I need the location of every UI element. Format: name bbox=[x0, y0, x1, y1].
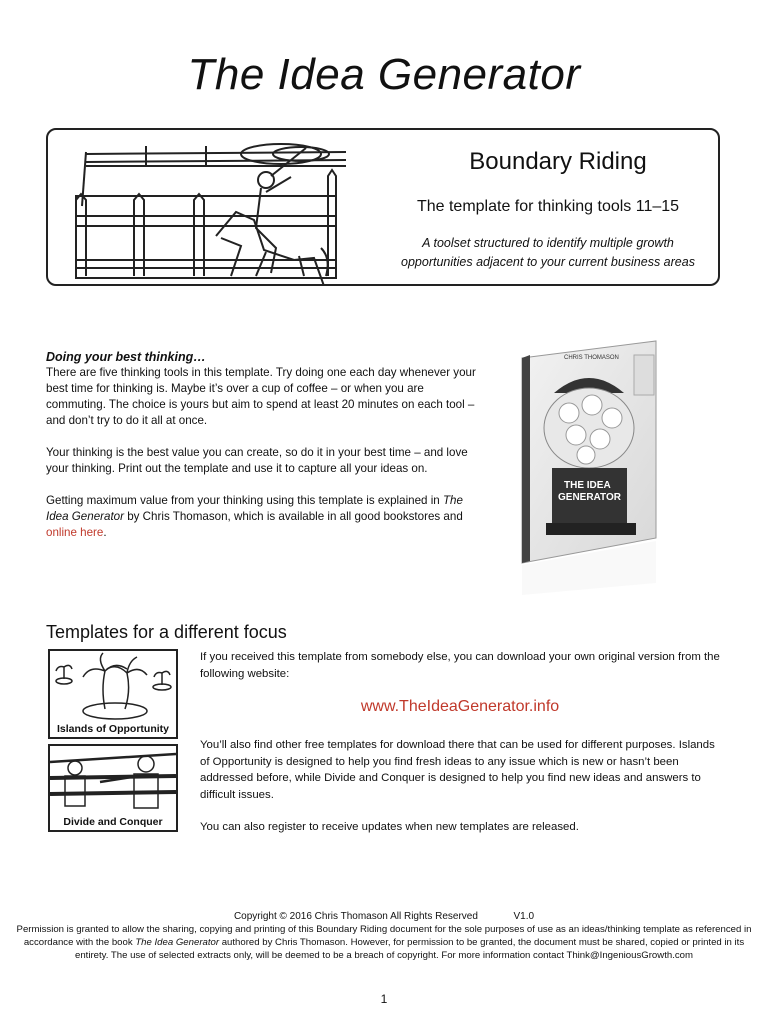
svg-text:GENERATOR: GENERATOR bbox=[558, 492, 621, 503]
cowboy-horse-fence-illustration bbox=[66, 136, 376, 284]
version-label: V1.0 bbox=[513, 911, 535, 922]
permission-book-title: The Idea Generator bbox=[135, 937, 220, 948]
intro-section bbox=[46, 349, 476, 557]
template-title: Boundary Riding bbox=[469, 148, 647, 175]
thumbnail-caption: Divide and Conquer bbox=[63, 816, 163, 828]
page-number: 1 bbox=[380, 992, 388, 1006]
download-info-paragraph bbox=[200, 649, 720, 682]
divide-and-conquer-thumbnail[interactable] bbox=[48, 744, 178, 832]
permission-prefix: Permission is granted to allow the sharing, copying and printing of this Boundary Riding document for the sole purposes of use as an ideas/thinking template as referenced in accordance with the book bbox=[16, 924, 752, 948]
book-author: CHRIS THOMASON bbox=[564, 355, 619, 361]
islands-palm-trees-icon bbox=[50, 651, 176, 723]
description-line-1: A toolset structured to identify multiple growth bbox=[422, 236, 674, 250]
other-templates-section bbox=[200, 737, 720, 852]
svg-text:THE IDEA: THE IDEA bbox=[564, 480, 611, 491]
book-title-italic: The Idea Generator bbox=[46, 494, 463, 523]
template-description bbox=[378, 234, 718, 272]
download-info-text: If you received this template from somebody else, you can download your own original version from the following website: bbox=[200, 651, 720, 680]
intro-paragraph-1: There are five thinking tools in this template. Try doing one each day whenever your best time for thinking is. Maybe it’s over a cup of coffee – or when you are commuting. The choice is yours but aim to spend at least 20 minutes on each tool – and don’t try to do it all at once. bbox=[46, 366, 476, 427]
online-here-link[interactable]: online here bbox=[46, 526, 104, 539]
website-link[interactable]: www.TheIdeaGenerator.info bbox=[360, 698, 560, 715]
intro-heading: Doing your best thinking… bbox=[46, 350, 206, 364]
copyright-text: Copyright © 2016 Chris Thomason All Rights Reserved bbox=[233, 911, 478, 922]
permission-suffix: authored by Chris Thomason. However, for permission to be granted, the document must be shared, copied or printed in its entirety. The use of selected extracts only, will be deemed to be a breach of copyright. For more information contact Think@IngeniousGrowth.com bbox=[74, 937, 745, 961]
islands-of-opportunity-thumbnail[interactable] bbox=[48, 649, 178, 739]
thumbnail-caption: Islands of Opportunity bbox=[57, 723, 169, 735]
intro-paragraph-2: Your thinking is the best value you can create, so do it in your best time – and love your thinking. Print out the template and use it to capture all your ideas on. bbox=[46, 446, 468, 475]
register-updates-paragraph: You can also register to receive updates when new templates are released. bbox=[200, 821, 579, 833]
intro-p3-middle: by Chris Thomason, which is available in all good bookstores and bbox=[124, 510, 463, 523]
header-box bbox=[46, 128, 720, 286]
other-templates-paragraph: You’ll also find other free templates for download there that can be used for different purposes. Islands of Opportunity is designed to help you find fresh ideas to any issue which is new or hasn’t been addressed before, while Divide and Conquer is designed to help you find new ideas and answers to difficult issues. bbox=[200, 739, 715, 801]
intro-p3-prefix: Getting maximum value from your thinking using this template is explained in bbox=[46, 494, 443, 507]
intro-paragraph-3 bbox=[46, 493, 476, 541]
permission-text bbox=[10, 923, 758, 962]
copyright-footer bbox=[10, 910, 758, 962]
document-title: The Idea Generator bbox=[187, 50, 581, 99]
templates-section-title: Templates for a different focus bbox=[46, 622, 287, 642]
intro-p3-suffix: . bbox=[103, 526, 107, 539]
copyright-line bbox=[10, 910, 758, 923]
book-cover-image bbox=[514, 333, 664, 598]
divide-conquer-soldiers-icon bbox=[50, 746, 176, 816]
template-subtitle: The template for thinking tools 11–15 bbox=[416, 198, 680, 215]
description-line-2: opportunities adjacent to your current business areas bbox=[401, 255, 695, 269]
